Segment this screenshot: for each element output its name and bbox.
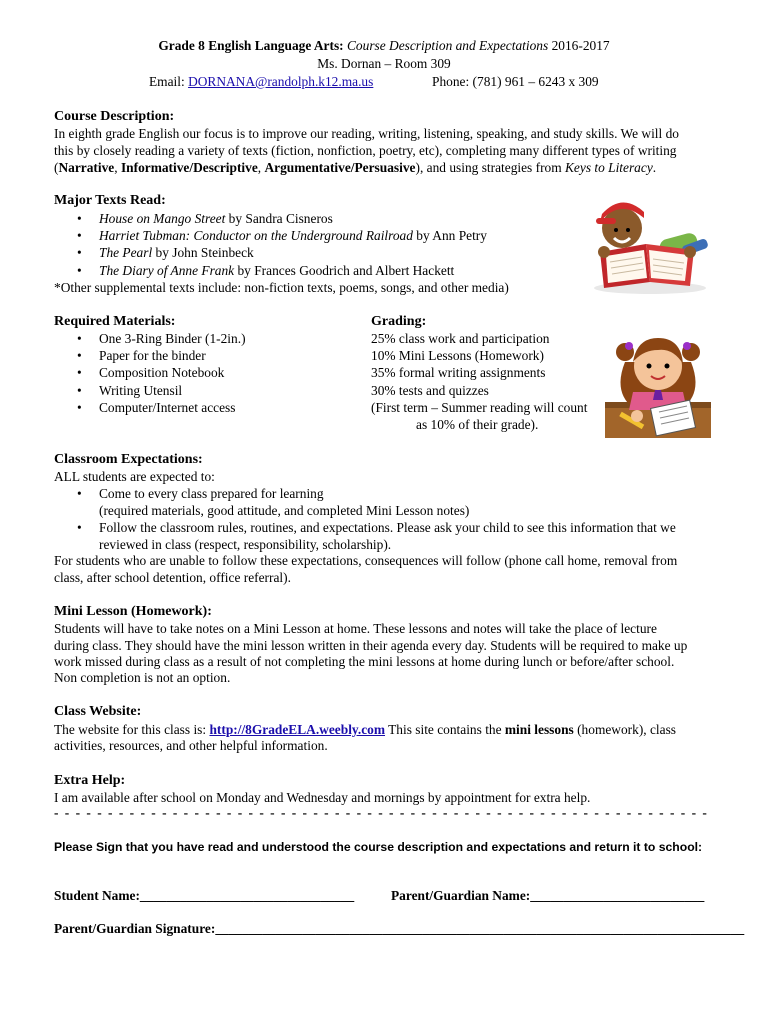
grading-line: (First term – Summer reading will count [371, 400, 588, 415]
email-line [149, 73, 373, 90]
grading-line: 35% formal writing assignments [371, 365, 546, 380]
mini-lesson-line: during class. They should have the mini lesson written in their agenda every day. Students will be required to make up [54, 638, 688, 653]
text-fragment: ( [54, 160, 59, 175]
sign-instruction: Please Sign that you have read and understood the course description and expectations and return it to school: [54, 840, 703, 854]
book-author: by Frances Goodrich and Albert Hackett [234, 263, 455, 278]
material-item: • One 3-Ring Binder (1-2in.) [99, 330, 246, 347]
writing-type-narrative: Narrative [58, 160, 115, 175]
material-item: • Paper for the binder [99, 347, 206, 364]
grading-heading: Grading: [371, 314, 427, 329]
text-fragment: , [114, 160, 121, 175]
expectation-item: • Come to every class prepared for learning [99, 485, 324, 502]
text-fragment: . [652, 160, 657, 175]
book-title: House on Mango Street [99, 211, 226, 226]
book-author: by John Steinbeck [152, 245, 254, 260]
book-author: by Sandra Cisneros [225, 211, 333, 226]
consequences-line: For students who are unable to follow these expectations, consequences will follow (phone call home, removal from [54, 553, 678, 568]
book-title: Harriet Tubman: Conductor on the Underground Railroad [99, 228, 413, 243]
keys-to-literacy: Keys to Literacy [565, 160, 653, 175]
mini-lesson-line: Non completion is not an option. [54, 670, 231, 685]
expectations-heading: Classroom Expectations: [54, 452, 203, 467]
text-fragment: This site contains the [385, 722, 505, 737]
website-line [54, 721, 676, 738]
text-fragment: ), and using strategies from [415, 160, 565, 175]
document-title [0, 37, 768, 54]
text-list-item [99, 210, 333, 227]
website-line: activities, resources, and other helpful information. [54, 738, 328, 753]
mini-lessons-emphasis: mini lessons [504, 722, 574, 737]
book-title: The Diary of Anne Frank [99, 263, 235, 278]
mini-lesson-line: work missed during class as a result of not completing the mini lessons at home during lunch or before/after school. [54, 654, 675, 669]
text-list-item [99, 262, 454, 279]
phone-line: Phone: (781) 961 – 6243 x 309 [432, 74, 599, 89]
writing-type-argumentative: Argumentative/Persuasive [264, 160, 416, 175]
material-item: • Computer/Internet access [99, 399, 235, 416]
mini-lesson-line: Students will have to take notes on a Mini Lesson at home. These lessons and notes will take the place of lecture [54, 621, 657, 636]
course-description-heading: Course Description: [54, 109, 175, 124]
grading-line: as 10% of their grade). [416, 417, 539, 432]
title-description: Course Description and Expectations [347, 38, 549, 53]
text-fragment: , [257, 160, 265, 175]
email-link[interactable]: DORNANA@randolph.k12.ma.us [188, 74, 374, 89]
expectation-item-continued: (required materials, good attitude, and completed Mini Lesson notes) [99, 503, 470, 518]
book-title: The Pearl [99, 245, 153, 260]
website-link[interactable]: http://8GradeELA.weebly.com [209, 722, 386, 737]
extra-help-heading: Extra Help: [54, 773, 126, 788]
text-fragment: The website for this class is: [54, 722, 210, 737]
parent-signature-field[interactable]: Parent/Guardian Signature:_______________________________________________________________________________ [54, 921, 745, 936]
book-author: by Ann Petry [412, 228, 487, 243]
email-label: Email: [149, 74, 185, 89]
grading-line: 30% tests and quizzes [371, 383, 489, 398]
material-item: • Composition Notebook [99, 364, 224, 381]
course-description-line [54, 159, 656, 176]
grading-line: 10% Mini Lessons (Homework) [371, 348, 544, 363]
parent-name-field[interactable]: Parent/Guardian Name:__________________________ [391, 888, 705, 903]
consequences-line: class, after school detention, office referral). [54, 570, 291, 585]
expectation-item: • Follow the classroom rules, routines, and expectations. Please ask your child to see this information that we [99, 519, 676, 536]
writing-type-informative: Informative/Descriptive [120, 160, 258, 175]
expectation-item-continued: reviewed in class (respect, responsibility, scholarship). [99, 537, 392, 552]
title-year: 2016-2017 [551, 38, 610, 53]
course-description-line: this by closely reading a variety of texts (fiction, nonfiction, poetry, etc), completing many different types of writing [54, 143, 677, 158]
boy-reading-clipart [590, 192, 712, 296]
expectations-intro: ALL students are expected to: [54, 469, 215, 484]
teacher-room: Ms. Dornan – Room 309 [317, 56, 451, 71]
course-description-line: In eighth grade English our focus is to improve our reading, writing, listening, speaking, and study skills. We will do [54, 126, 679, 141]
material-item: • Writing Utensil [99, 382, 182, 399]
major-texts-heading: Major Texts Read: [54, 193, 166, 208]
website-heading: Class Website: [54, 704, 142, 719]
cut-line: - - - - - - - - - - - - - - - - - - - - - - - - - - - - - - - - - - - - - - - - - - - - - - - - - - - - - - - - - - - - - [54, 805, 709, 820]
materials-heading: Required Materials: [54, 314, 176, 329]
title-subject: Grade 8 English Language Arts: [158, 38, 344, 53]
text-list-item [99, 227, 487, 244]
text-fragment: (homework), class [573, 722, 677, 737]
supplemental-note: *Other supplemental texts include: non-fiction texts, poems, songs, and other media) [54, 280, 509, 295]
extra-help-text: I am available after school on Monday and Wednesday and mornings by appointment for extra help. [54, 790, 591, 805]
grading-line: 25% class work and participation [371, 331, 550, 346]
student-name-field[interactable]: Student Name:________________________________ [54, 888, 355, 903]
text-list-item [99, 244, 254, 261]
girl-writing-clipart [603, 322, 713, 440]
mini-lesson-heading: Mini Lesson (Homework): [54, 604, 212, 619]
